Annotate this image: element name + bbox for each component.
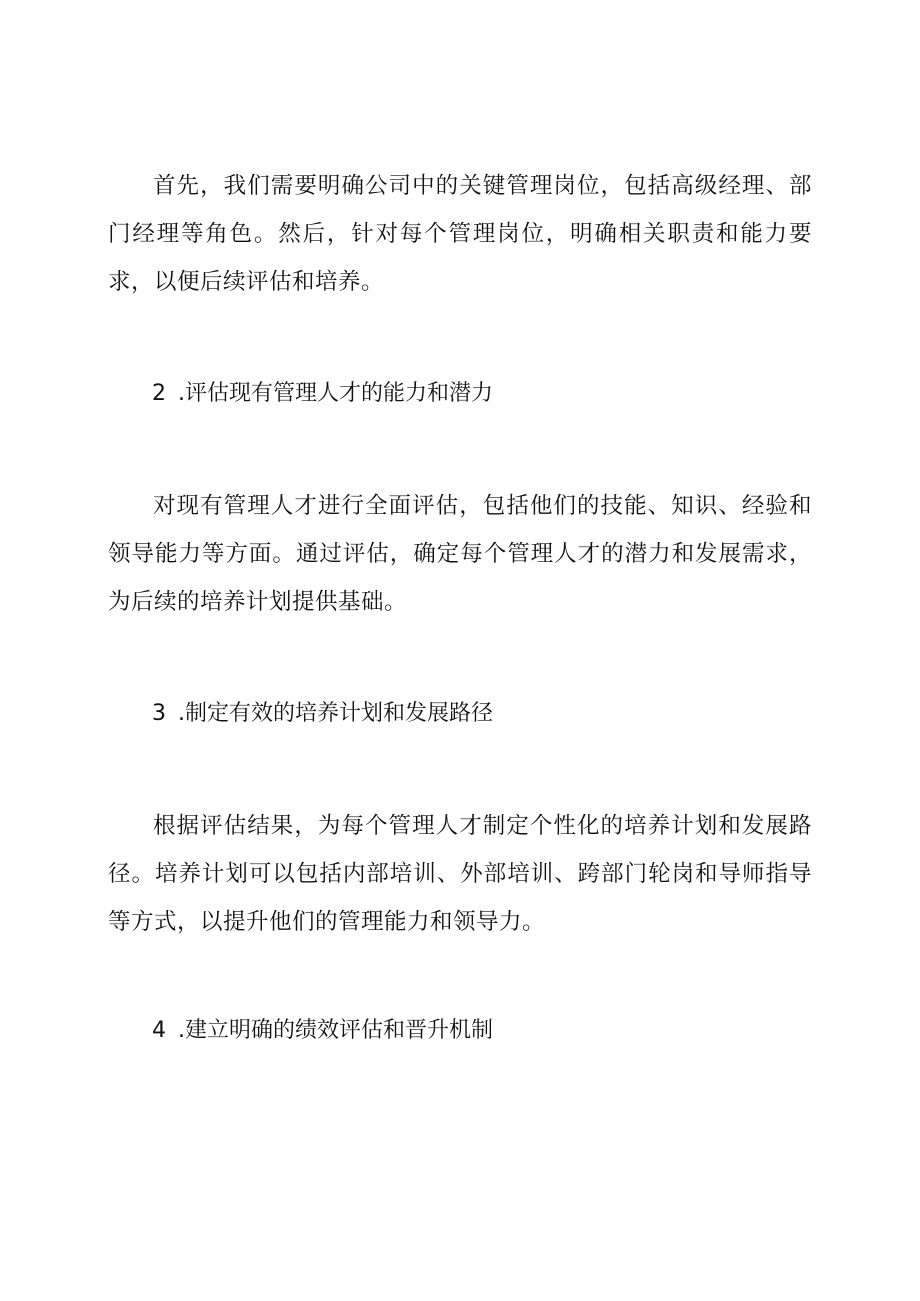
section-heading-4 xyxy=(152,1016,493,1046)
paragraph-key-positions: 首先，我们需要明确公司中的关键管理岗位，包括高级经理、部门经理等角色。然后，针对每个管理岗位，明确相关职责和能力要求，以便后续评估和培养。 xyxy=(108,173,812,295)
paragraph-training-plan: 根据评估结果，为每个管理人才制定个性化的培养计划和发展路径。培养计划可以包括内部培训、外部培训、跨部门轮岗和导师指导等方式，以提升他们的管理能力和领导力。 xyxy=(108,813,812,935)
paragraph-assessment: 对现有管理人才进行全面评估，包括他们的技能、知识、经验和领导能力等方面。通过评估，确定每个管理人才的潜力和发展需求，为后续的培养计划提供基础。 xyxy=(108,493,812,615)
section-heading-2 xyxy=(152,379,493,409)
section-title: .制定有效的培养计划和发展路径 xyxy=(178,701,493,726)
section-number: 4 xyxy=(152,1018,166,1043)
section-number: 2 xyxy=(152,381,166,406)
section-title: .评估现有管理人才的能力和潜力 xyxy=(178,381,493,406)
section-title: .建立明确的绩效评估和晋升机制 xyxy=(178,1018,493,1043)
section-number: 3 xyxy=(152,701,166,726)
section-heading-3 xyxy=(152,699,493,729)
